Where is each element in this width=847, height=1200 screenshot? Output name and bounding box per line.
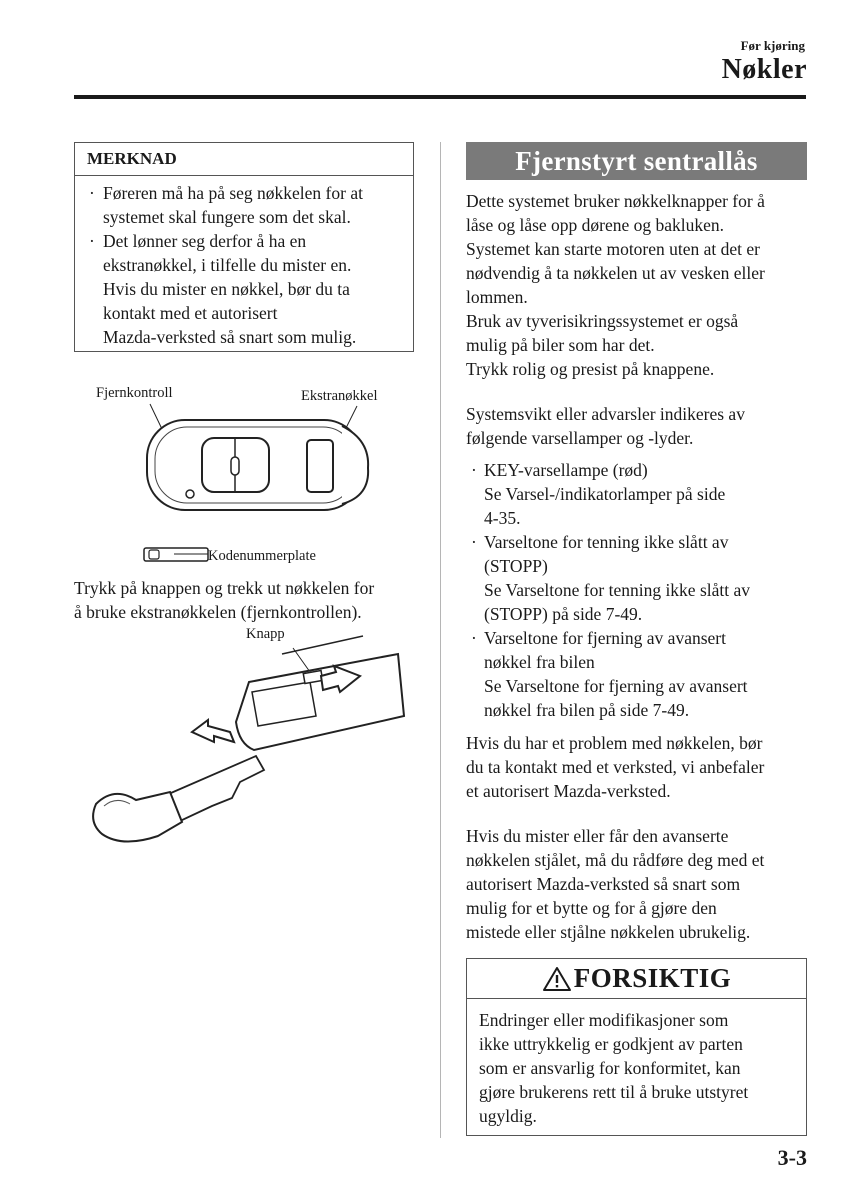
- list-line: (STOPP) på side 7-49.: [484, 604, 643, 624]
- list-line: nøkkel fra bilen: [484, 652, 595, 672]
- caution-line: ikke uttrykkelig er godkjent av parten: [479, 1034, 743, 1054]
- bullet-dot-icon: ·: [471, 532, 477, 552]
- list-line: Varseltone for fjerning av avansert: [484, 628, 726, 648]
- note-line: Hvis du mister en nøkkel, bør du ta: [103, 279, 350, 299]
- warning-intro-paragraph: [466, 402, 811, 450]
- paragraph-line: Dette systemet bruker nøkkelknapper for å: [466, 191, 765, 211]
- caution-line: gjøre brukerens rett til å bruke utstyret: [479, 1082, 749, 1102]
- bullet-dot-icon: ·: [89, 183, 95, 203]
- list-line: Varseltone for tenning ikke slått av: [484, 532, 729, 552]
- caution-title: FORSIKTIG: [573, 963, 732, 993]
- list-line: Se Varseltone for fjerning av avansert: [484, 676, 748, 696]
- note-item: [87, 229, 403, 349]
- list-item: [470, 458, 810, 530]
- list-line: (STOPP): [484, 556, 548, 576]
- list-line: Se Varseltone for tenning ikke slått av: [484, 580, 751, 600]
- paragraph-line: nødvendig å ta nøkkelen ut av vesken eller: [466, 263, 765, 283]
- chapter-label: Før kjøring: [740, 38, 805, 53]
- lost-key-paragraph: [466, 824, 811, 944]
- note-body: [75, 176, 413, 349]
- paragraph-line: Trykk på knappen og trekk ut nøkkelen for: [74, 578, 375, 598]
- paragraph-line: mulig på biler som har det.: [466, 335, 655, 355]
- list-item: [470, 626, 810, 722]
- paragraph-line: lommen.: [466, 287, 528, 307]
- note-line: ekstranøkkel, i tilfelle du mister en.: [103, 255, 352, 275]
- paragraph-line: Trykk rolig og presist på knappene.: [466, 359, 715, 379]
- key-fob-drawing: [74, 380, 419, 570]
- paragraph-line: et autorisert Mazda-verksted.: [466, 781, 671, 801]
- key-fob-figure: [74, 380, 419, 570]
- warning-triangle-icon: [542, 966, 572, 992]
- note-item: [87, 181, 403, 229]
- header-rule: [74, 95, 806, 99]
- key-extraction-figure: [74, 626, 419, 856]
- column-divider: [440, 142, 441, 1138]
- paragraph-line: Systemet kan starte motoren uten at det er: [466, 239, 761, 259]
- note-box: [74, 142, 414, 352]
- caution-body: [467, 999, 806, 1128]
- paragraph-line: Systemsvikt eller advarsler indikeres av: [466, 404, 745, 424]
- warning-list: [470, 458, 810, 722]
- paragraph-line: nøkkelen stjålet, må du rådføre deg med et: [466, 850, 765, 870]
- note-title: MERKNAD: [75, 143, 413, 176]
- list-line: Se Varsel-/indikatorlamper på side: [484, 484, 726, 504]
- list-line: nøkkel fra bilen på side 7-49.: [484, 700, 690, 720]
- label-button: Knapp: [246, 626, 285, 642]
- note-line: kontakt med et autorisert: [103, 303, 278, 323]
- paragraph-line: følgende varsellamper og -lyder.: [466, 428, 694, 448]
- caution-line: ugyldig.: [479, 1106, 537, 1126]
- list-line: 4-35.: [484, 508, 521, 528]
- note-line: Det lønner seg derfor å ha en: [103, 231, 307, 251]
- paragraph-line: Hvis du mister eller får den avanserte: [466, 826, 729, 846]
- caution-line: Endringer eller modifikasjoner som: [479, 1010, 729, 1030]
- paragraph-line: låse og låse opp dørene og bakluken.: [466, 215, 725, 235]
- note-line: systemet skal fungere som det skal.: [103, 207, 351, 227]
- caution-line: som er ansvarlig for konformitet, kan: [479, 1058, 741, 1078]
- list-line: KEY-varsellampe (rød): [484, 460, 648, 480]
- note-line: Mazda-verksted så snart som mulig.: [103, 327, 357, 347]
- section-heading: Fjernstyrt sentrallås: [466, 142, 807, 180]
- bullet-dot-icon: ·: [471, 460, 477, 480]
- page-number: 3-3: [777, 1145, 807, 1170]
- caution-box: [466, 958, 807, 1136]
- paragraph-line: autorisert Mazda-verksted så snart som: [466, 874, 741, 894]
- key-extraction-drawing: [74, 626, 419, 856]
- caution-header: [467, 959, 806, 999]
- extract-key-paragraph: [74, 576, 424, 624]
- paragraph-line: mistede eller stjålne nøkkelen ubrukelig.: [466, 922, 751, 942]
- label-spare-key: Ekstranøkkel: [301, 388, 378, 404]
- paragraph-line: Hvis du har et problem med nøkkelen, bør: [466, 733, 763, 753]
- problem-paragraph: [466, 731, 811, 803]
- paragraph-line: du ta kontakt med et verksted, vi anbefaler: [466, 757, 765, 777]
- bullet-dot-icon: ·: [471, 628, 477, 648]
- paragraph-line: Bruk av tyverisikringssystemet er også: [466, 311, 739, 331]
- bullet-dot-icon: ·: [89, 231, 95, 251]
- intro-paragraph: [466, 189, 811, 381]
- note-line: Føreren må ha på seg nøkkelen for at: [103, 183, 363, 203]
- label-remote: Fjernkontroll: [96, 385, 173, 401]
- paragraph-line: å bruke ekstranøkkelen (fjernkontrollen).: [74, 602, 362, 622]
- page-title: Nøkler: [721, 54, 807, 85]
- label-code-plate: Kodenummerplate: [208, 548, 316, 564]
- list-item: [470, 530, 810, 626]
- paragraph-line: mulig for et bytte og for å gjøre den: [466, 898, 717, 918]
